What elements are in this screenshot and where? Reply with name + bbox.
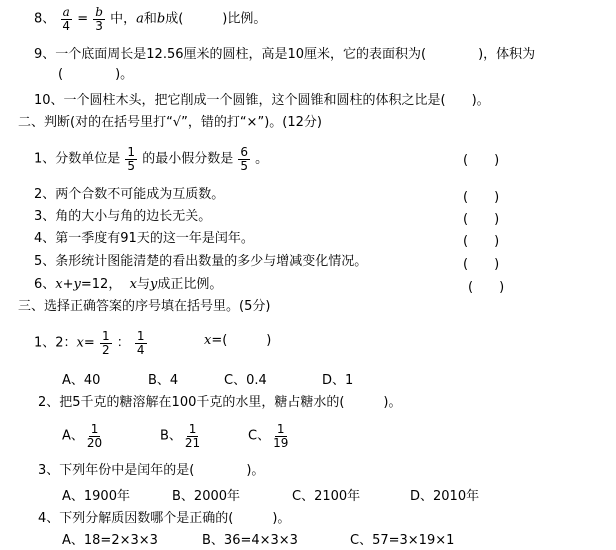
judge-question-5: 5、条形统计图能清楚的看出数量的多少与增减变化情况。 [34, 254, 368, 269]
choice-4-option-a[interactable]: A、18=2×3×3 [62, 533, 158, 548]
question-8: 8、 $\frac{a}{4}$ = $\frac{b}{3}$ 中，a和b成( )比例。 [34, 5, 267, 33]
choice-4-option-c[interactable]: C、57=3×19×1 [350, 533, 455, 548]
choice-2-option-b[interactable]: B、 $\frac{1}{21}$ [160, 422, 201, 450]
choice-3-option-b[interactable]: B、2000年 [172, 489, 241, 504]
choice-3-option-a[interactable]: A、1900年 [62, 489, 130, 504]
choice-3-option-d[interactable]: D、2010年 [410, 489, 480, 504]
fraction-1-over-4: $\frac{1}{4}$ [136, 329, 145, 357]
fraction-1-over-5: $\frac{1}{5}$ [127, 145, 136, 173]
question-9-line-2: ( )。 [58, 67, 134, 82]
choice-question-1: 1、2：x= $\frac{1}{2}$ ： $\frac{1}{4}$ [34, 329, 145, 357]
judge-question-2: 2、两个合数不可能成为互质数。 [34, 187, 225, 202]
fraction-6-over-5: $\frac{6}{5}$ [240, 145, 248, 173]
choice-1-option-a[interactable]: A、40 [62, 373, 101, 388]
answer-blank-judge-6[interactable]: ( ) [468, 280, 505, 295]
choice-4-option-b[interactable]: B、36=4×3×3 [202, 533, 298, 548]
judge-question-4: 4、第一季度有91天的这一年是闰年。 [34, 231, 254, 246]
fraction-b-over-3: $\frac{b}{3}$ [95, 5, 103, 33]
fraction-a-over-4: $\frac{a}{4}$ [62, 5, 71, 33]
section-2-heading: 二、判断(对的在括号里打“√”，错的打“×”)。(12分) [18, 115, 322, 130]
answer-blank-judge-3[interactable]: ( ) [463, 212, 500, 227]
question-9-line-1: 9、一个底面周长是12.56厘米的圆柱，高是10厘米，它的表面积为( )，体积为 [34, 47, 536, 62]
fraction-1-over-2: $\frac{1}{2}$ [101, 329, 110, 357]
judge-question-3: 3、角的大小与角的边长无关。 [34, 209, 212, 224]
choice-1-option-d[interactable]: D、1 [322, 373, 354, 388]
answer-blank-judge-5[interactable]: ( ) [463, 257, 500, 272]
choice-3-option-c[interactable]: C、2100年 [292, 489, 361, 504]
choice-2-option-a[interactable]: A、 $\frac{1}{20}$ [62, 422, 103, 450]
choice-1-answer-blank[interactable]: x=( ) [204, 333, 272, 348]
choice-question-4: 4、下列分解质因数哪个是正确的( )。 [38, 511, 291, 526]
answer-blank-judge-1[interactable]: ( ) [463, 153, 500, 168]
answer-blank-judge-2[interactable]: ( ) [463, 190, 500, 205]
choice-2-option-c[interactable]: C、 $\frac{1}{19}$ [248, 422, 289, 450]
choice-1-option-c[interactable]: C、0.4 [224, 373, 267, 388]
answer-blank-judge-4[interactable]: ( ) [463, 234, 500, 249]
judge-question-1: 1、分数单位是 $\frac{1}{5}$ 的最小假分数是 $\frac{6}{5}$ 。 [34, 145, 269, 173]
judge-question-6: 6、x+y=12， x与y成正比例。 [34, 277, 223, 292]
choice-1-option-b[interactable]: B、4 [148, 373, 179, 388]
choice-question-3: 3、下列年份中是闰年的是( )。 [38, 463, 265, 478]
section-3-heading: 三、选择正确答案的序号填在括号里。(5分) [18, 299, 271, 314]
choice-question-2: 2、把5千克的糖溶解在100千克的水里，糖占糖水的( )。 [38, 395, 402, 410]
question-10: 10、一个圆柱木头，把它削成一个圆锥，这个圆锥和圆柱的体积之比是( )。 [34, 93, 490, 108]
